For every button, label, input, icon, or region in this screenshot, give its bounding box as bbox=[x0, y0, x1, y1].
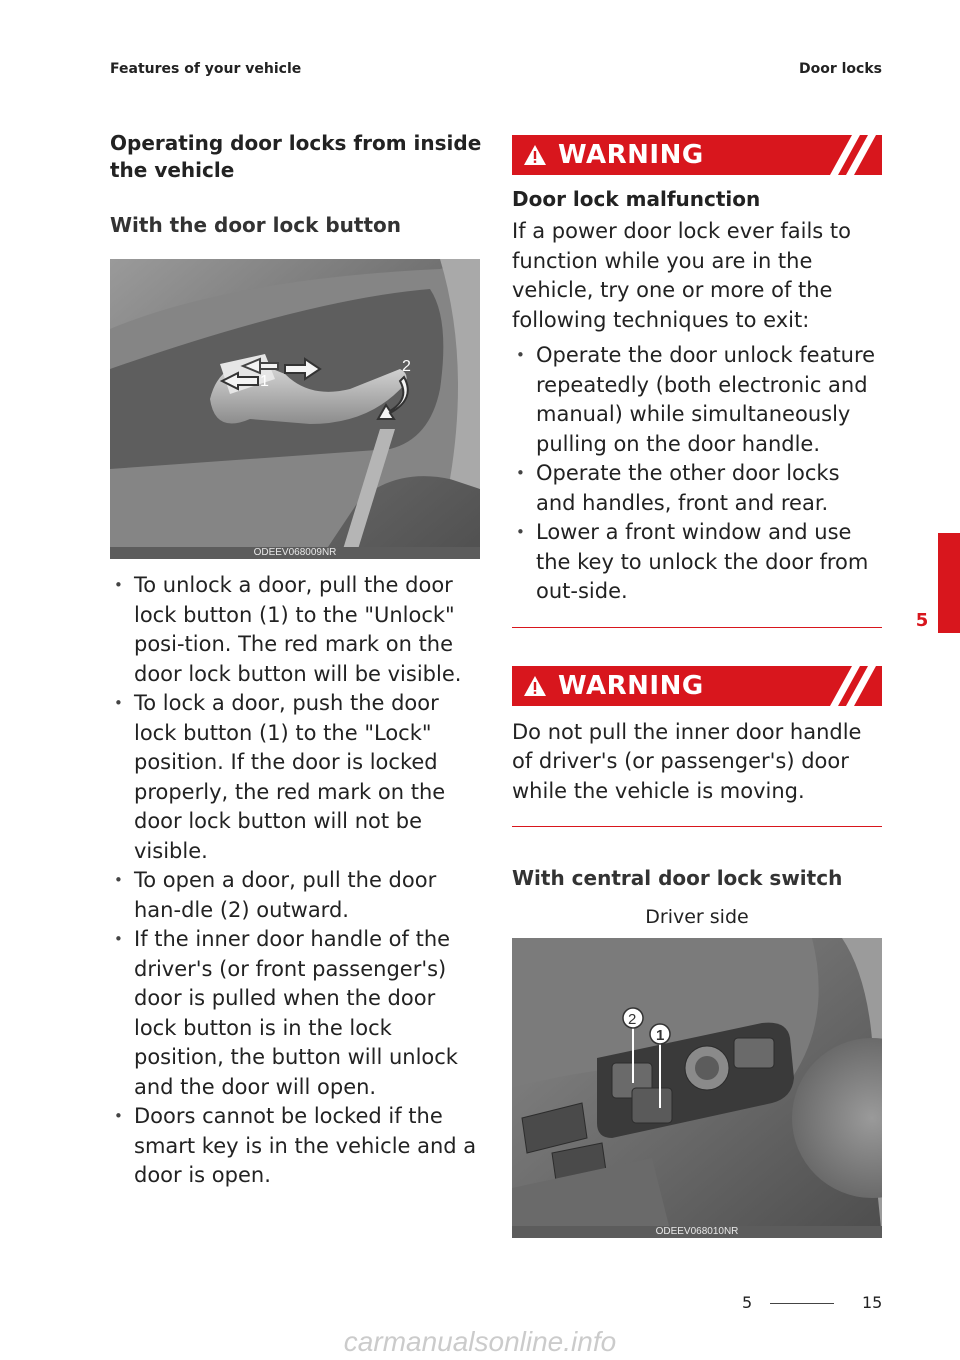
warning-triangle-icon bbox=[522, 673, 548, 699]
list-item: • Operate the other door locks and handles, front and rear. bbox=[512, 459, 882, 518]
left-column bbox=[110, 130, 482, 1191]
footer-section-number: 5 bbox=[742, 1293, 753, 1312]
list-item: • Operate the door unlock feature repeatedly (both electronic and manual) while simultaneously pulling on the door handle. bbox=[512, 341, 882, 459]
warning-technique-list bbox=[512, 341, 882, 607]
warning-intro: If a power door lock ever fails to function while you are in the vehicle, try one or more of the following techniques to exit: bbox=[512, 219, 851, 332]
warning-label: WARNING bbox=[558, 140, 704, 170]
instruction-list bbox=[110, 571, 482, 1191]
warning-divider bbox=[512, 826, 882, 827]
running-header-chapter: Features of your vehicle bbox=[110, 61, 302, 77]
chapter-number: 5 bbox=[915, 610, 929, 631]
figure-caption: ODEEV068009NR bbox=[110, 547, 480, 559]
figure-label: Driver side bbox=[645, 906, 749, 928]
callout-1-label: 1 bbox=[656, 1027, 665, 1044]
central-door-lock-switch-illustration bbox=[512, 938, 882, 1238]
callout-2-label: 2 bbox=[628, 1011, 637, 1028]
section-title-line-1: Operating door locks from inside bbox=[110, 131, 482, 155]
warning-banner bbox=[512, 135, 882, 175]
callout-1-label: 1 bbox=[260, 373, 269, 390]
list-item: • Doors cannot be locked if the smart key is in the vehicle and a door is open. bbox=[110, 1102, 482, 1191]
door-handle-drawing bbox=[110, 259, 480, 559]
warning-triangle-icon bbox=[522, 142, 548, 168]
door-switch-panel-drawing bbox=[512, 938, 882, 1238]
watermark: carmanualsonline.info bbox=[343, 1326, 617, 1357]
subsection-title: With the door lock button bbox=[110, 213, 401, 237]
warning-text: Do not pull the inner door handle of driver's (or passenger's) door while the vehicle is moving. bbox=[512, 719, 862, 803]
section-title bbox=[110, 130, 482, 184]
subsection-title: With central door lock switch bbox=[512, 866, 843, 890]
list-item: • To unlock a door, pull the door lock button (1) to the "Unlock" posi-tion. The red mark on the door lock button will be visible. bbox=[110, 571, 482, 689]
section-title-line-2: the vehicle bbox=[110, 158, 235, 182]
warning-divider bbox=[512, 627, 882, 628]
warning-label: WARNING bbox=[558, 670, 704, 701]
footer-divider bbox=[770, 1303, 834, 1304]
list-item: • Lower a front window and use the key to unlock the door from out-side. bbox=[512, 518, 882, 607]
right-column bbox=[512, 135, 882, 1238]
figure-caption: ODEEV068010NR bbox=[512, 1226, 882, 1238]
door-lock-button-illustration bbox=[110, 259, 480, 559]
list-item: • If the inner door handle of the driver's (or front passenger's) door is pulled when the door lock button is in the lock position, the button will unlock and the door will open. bbox=[110, 925, 482, 1102]
warning-banner bbox=[512, 666, 882, 706]
warning-subtitle: Door lock malfunction bbox=[512, 187, 761, 211]
callout-2-label: 2 bbox=[402, 358, 411, 375]
warning-stripes-decoration bbox=[822, 135, 882, 175]
running-header-section: Door locks bbox=[799, 61, 882, 77]
chapter-tab bbox=[938, 533, 960, 633]
warning-stripes-decoration bbox=[822, 666, 882, 706]
footer-page-number: 15 bbox=[862, 1293, 883, 1312]
list-item: • To open a door, pull the door han-dle (2) outward. bbox=[110, 866, 482, 925]
list-item: • To lock a door, push the door lock button (1) to the "Lock" position. If the door is locked properly, the red mark on the door lock button will not be visible. bbox=[110, 689, 482, 866]
